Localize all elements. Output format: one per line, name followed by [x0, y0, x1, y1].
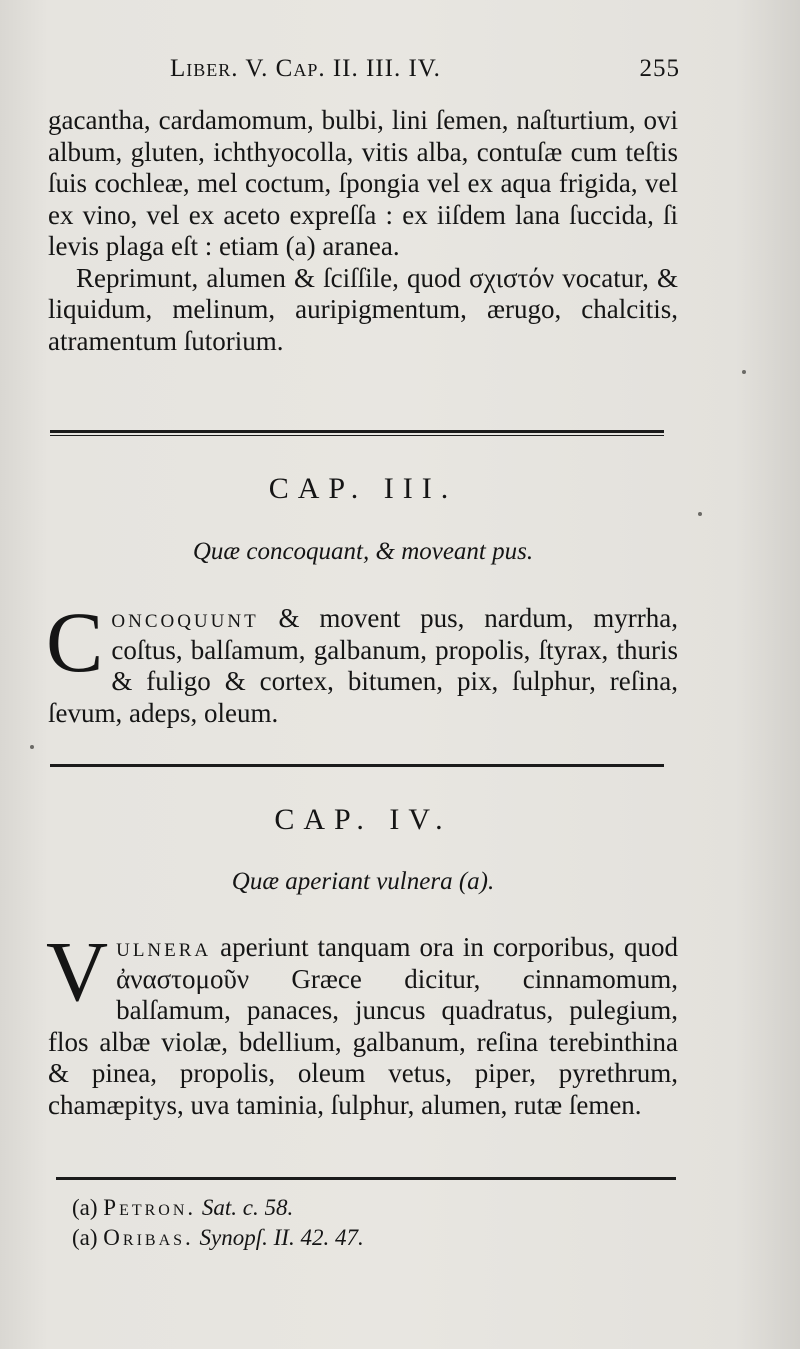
chapter-3-heading: CAP. III.	[268, 472, 458, 505]
paragraph-2: Reprimunt, alumen & ſciſſile, quod σχιστόν vocatur, & liquidum, melinum, auripigmentum, ærugo, chalcitis, atramentum ſutorium.	[48, 262, 678, 356]
chapter-3-subtitle: Quæ concoquant, & moveant pus.	[192, 538, 534, 565]
page-number: 255	[639, 55, 680, 82]
drop-cap-v: V	[46, 923, 109, 1019]
section-rule-2	[50, 764, 664, 767]
paper-speck	[698, 512, 702, 516]
chapter-3-body	[46, 594, 678, 729]
paper-speck	[742, 370, 746, 374]
paper-speck	[30, 745, 34, 749]
footnote-1: (a) Petron. Sat. c. 58.	[72, 1195, 294, 1220]
paragraph-1: gacantha, cardamomum, bulbi, lini ſemen, naſturtium, ovi album, gluten, ichthyocolla, vitis alba, contuſæ cum teſtis ſuis cochleæ, mel coctum, ſpongia vel ex aqua frigida, vel ex vino, vel ex aceto expreſſa : ex iiſdem lana ſuccida, ſi levis plaga eſt : etiam (a) aranea.	[48, 105, 678, 261]
footnote-2: (a) Oribas. Synopſ. II. 42. 47.	[72, 1225, 364, 1250]
chapter-2-continuation	[48, 105, 678, 357]
footnotes	[72, 1193, 364, 1253]
chapter-4-text: aperiunt tanquam ora in corporibus, quod ἀναστομοῦν Græce dicitur, cinnamomum, balſamum, panaces, juncus quadratus, pulegium, flos albæ violæ, bdellium, galbanum, reſina terebinthina & pinea, propolis, oleum vetus, piper, pyrethrum, chamæpitys, uva taminia, ſulphur, alumen, rutæ ſemen.	[48, 932, 678, 1120]
chapter-4-heading: CAP. IV.	[274, 803, 452, 836]
chapter-4-body	[46, 923, 678, 1121]
footnote-rule	[56, 1177, 676, 1180]
chapter-3-lead-word: oncoquunt	[111, 603, 259, 633]
running-head-title: Liber. V. Cap. II. III. IV.	[170, 55, 441, 82]
section-rule-1	[50, 430, 664, 436]
chapter-4-subtitle: Quæ aperiant vulnera (a).	[231, 868, 495, 895]
chapter-3-text: & movent pus, nardum, myrrha, coſtus, balſamum, galbanum, propolis, ſtyrax, thuris & fuligo & cortex, bitumen, pix, ſulphur, reſina, ſevum, adeps, oleum.	[48, 603, 678, 728]
drop-cap-c: C	[46, 594, 104, 690]
chapter-4-lead-word: ulnera	[116, 932, 212, 962]
